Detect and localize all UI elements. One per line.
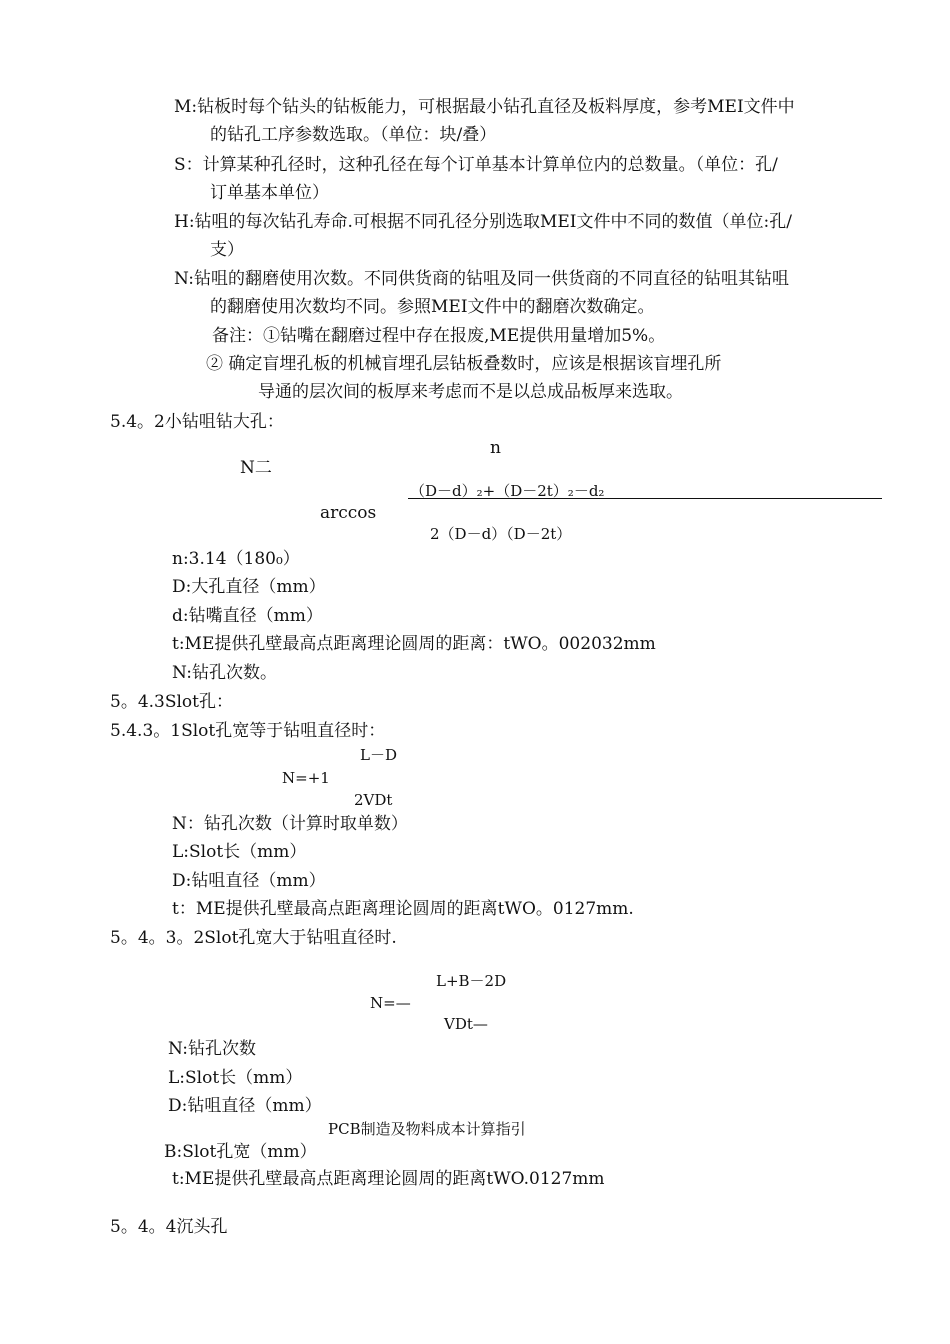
formula1-denominator: 2VDt — [354, 791, 393, 809]
slot1-def-t: t：ME提供孔壁最高点距离理论圆周的距离tWO。0127mm. — [172, 899, 634, 919]
slot1-def-d: D:钻咀直径（mm） — [172, 871, 326, 891]
def-t: t:ME提供孔壁最高点距离理论圆周的距离：tWO。002032mm — [172, 634, 656, 654]
def-big-n: N:钻孔次数。 — [172, 663, 277, 683]
formula-denominator: 2（D－d）（D－2t） — [430, 525, 572, 543]
param-h-line1: H:钻咀的每次钻孔寿命.可根据不同孔径分别选取MEI文件中不同的数值（单位:孔/ — [174, 212, 792, 232]
param-n-line1: N:钻咀的翻磨使用次数。不同供货商的钻咀及同一供货商的不同直径的钻咀其钻咀 — [174, 269, 789, 289]
page-footer-title: PCB制造及物料成本计算指引 — [328, 1120, 526, 1138]
formula2-denominator: VDt— — [444, 1015, 488, 1033]
def-big-d: D:大孔直径（mm） — [172, 577, 326, 597]
slot2-def-n: N:钻孔次数 — [168, 1039, 256, 1059]
section-heading-5-4-3: 5。4.3Slot孔： — [110, 692, 234, 712]
formula-lhs: N二 — [240, 458, 272, 478]
formula1-lhs: N=+1 — [282, 769, 330, 787]
slot1-def-n: N：钻孔次数（计算时取单数） — [172, 814, 408, 834]
subsection-heading-5-4-3-2: 5。4。3。2Slot孔宽大于钻咀直径时. — [110, 928, 397, 948]
note-line2: ② 确定盲埋孔板的机械盲埋孔层钻板叠数时，应该是根据该盲埋孔所 — [206, 354, 722, 374]
formula-small-n: n — [490, 438, 501, 458]
slot2-def-l: L:Slot长（mm） — [168, 1068, 303, 1088]
section-heading-5-4-2: 5.4。2小钻咀钻大孔： — [110, 412, 284, 432]
param-n-line2: 的翻磨使用次数均不同。参照MEI文件中的翻磨次数确定。 — [210, 297, 655, 317]
fraction-bar — [408, 498, 882, 499]
note-line3: 导通的层次间的板厚来考虑而不是以总成品板厚来选取。 — [258, 382, 683, 402]
def-small-d: d:钻嘴直径（mm） — [172, 606, 323, 626]
slot1-def-l: L:Slot长（mm） — [172, 842, 307, 862]
note-line1: 备注：①钻嘴在翻磨过程中存在报废,ME提供用量增加5%。 — [212, 326, 666, 346]
param-s-line2: 订单基本单位） — [210, 183, 329, 203]
formula2-numerator: L+B－2D — [436, 972, 507, 990]
slot2-def-t: t:ME提供孔壁最高点距离理论圆周的距离tWO.0127mm — [172, 1169, 605, 1189]
slot2-def-b: B:Slot孔宽（mm） — [164, 1142, 317, 1162]
formula-numerator: （D－d）₂+（D－2t）₂－d₂ — [410, 482, 605, 500]
slot2-def-d: D:钻咀直径（mm） — [168, 1096, 322, 1116]
formula-arccos: arccos — [320, 503, 377, 523]
formula1-numerator: L－D — [360, 746, 397, 764]
section-heading-5-4-4: 5。4。4沉头孔 — [110, 1217, 228, 1237]
param-m-line2: 的钻孔工序参数选取。（单位：块/叠） — [210, 125, 497, 145]
param-s-line1: S：计算某种孔径时，这种孔径在每个订单基本计算单位内的总数量。（单位：孔/ — [174, 155, 778, 175]
def-pi: n:3.14（180₀） — [172, 549, 300, 569]
formula2-lhs: N=— — [370, 994, 411, 1012]
subsection-heading-5-4-3-1: 5.4.3。1Slot孔宽等于钻咀直径时： — [110, 721, 386, 741]
param-m-line1: M:钻板时每个钻头的钻板能力，可根据最小钻孔直径及板料厚度，参考MEI文件中 — [174, 97, 795, 117]
param-h-line2: 支） — [210, 240, 244, 260]
